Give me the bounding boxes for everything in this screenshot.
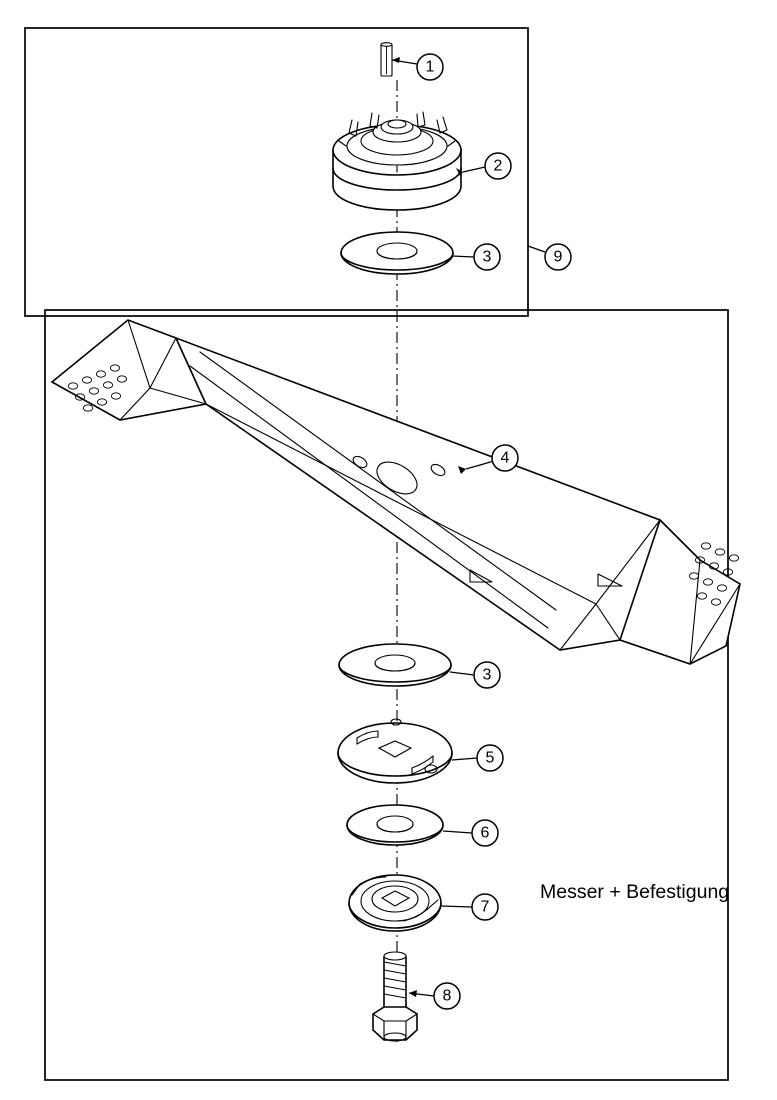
callout-3-upper-label: 3 <box>482 248 492 266</box>
part-blade-adapter-plate <box>338 719 452 783</box>
callout-9-label: 9 <box>553 248 563 266</box>
callout-7-label: 7 <box>480 898 490 916</box>
callout-5[interactable] <box>477 745 503 771</box>
part-hex-bolt <box>373 952 417 1041</box>
part-mower-blade <box>52 320 740 664</box>
part-washer-upper <box>341 232 453 274</box>
callout-7[interactable] <box>472 894 498 920</box>
callout-3-lower-label: 3 <box>482 666 492 684</box>
callout-2-label: 2 <box>493 157 503 175</box>
diagram-caption: Messer + Befestigung <box>540 881 730 903</box>
part-washer-lower <box>339 644 451 686</box>
callout-4-label: 4 <box>500 449 510 467</box>
callout-4[interactable] <box>492 445 518 471</box>
callout-9[interactable] <box>545 244 571 270</box>
callout-6-label: 6 <box>480 824 490 842</box>
part-washer-flat <box>347 805 443 845</box>
callout-6[interactable] <box>472 820 498 846</box>
callout-8-label: 8 <box>442 987 452 1005</box>
part-pin <box>381 43 392 76</box>
callout-3-upper[interactable] <box>474 244 500 270</box>
callout-3-lower[interactable] <box>474 662 500 688</box>
part-fan-housing <box>333 112 461 210</box>
callout-8[interactable] <box>434 983 460 1009</box>
callout-1-label: 1 <box>425 58 435 76</box>
callout-2[interactable] <box>485 153 511 179</box>
callout-1[interactable] <box>417 54 443 80</box>
part-blade-holder <box>349 875 441 931</box>
callout-5-label: 5 <box>485 749 495 767</box>
